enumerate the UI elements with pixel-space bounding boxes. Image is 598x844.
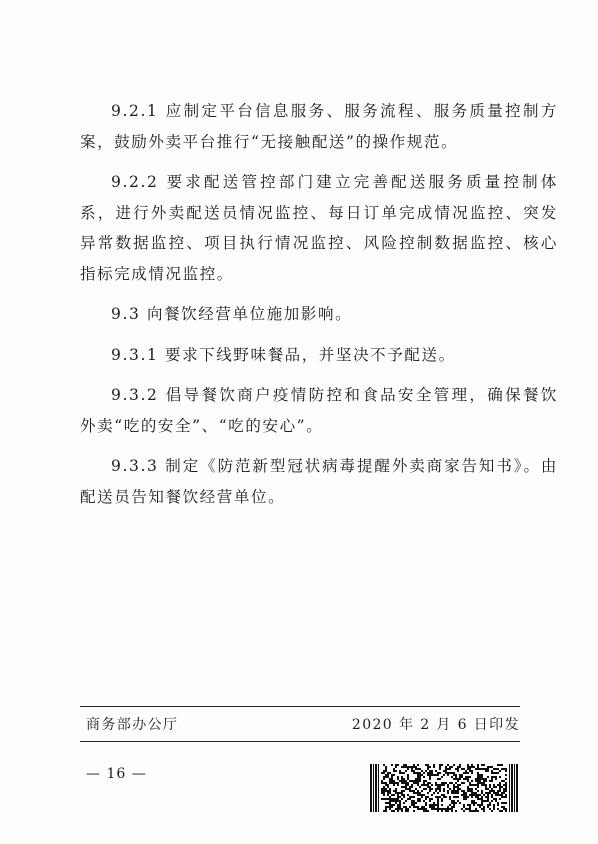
paragraph-9-2-2: 9.2.2 要求配送管控部门建立完善配送服务质量控制体系，进行外卖配送员情况监控、每日订单完成情况监控、突发异常数据监控、项目执行情况监控、风险控制数据监控、核心指标完成情况监控。 bbox=[80, 173, 558, 283]
issuer-name: 商务部办公厅 bbox=[86, 717, 179, 733]
paragraph-9-3: 9.3 向餐饮经营单位施加影响。 bbox=[111, 305, 353, 323]
barcode-image bbox=[370, 764, 518, 812]
footer-bottom-rule bbox=[80, 741, 520, 742]
paragraph-9-3-1: 9.3.1 要求下线野味餐品，并坚决不予配送。 bbox=[111, 345, 456, 364]
paragraph-9-3-3: 9.3.3 制定《防范新型冠状病毒提醒外卖商家告知书》。由配送员告知餐饮经营单位。 bbox=[80, 457, 558, 506]
paragraph-9-3-2: 9.3.2 倡导餐饮商户疫情防控和食品安全管理，确保餐饮外卖“吃的安全”、“吃的安心”。 bbox=[80, 386, 558, 435]
issue-date: 2020 年 2 月 6 日印发 bbox=[351, 717, 520, 733]
page-number: — 16 — bbox=[86, 766, 147, 782]
document-body bbox=[80, 96, 558, 522]
footer-top-rule bbox=[80, 706, 520, 707]
paragraph-9-2-1: 9.2.1 应制定平台信息服务、服务流程、服务质量控制方案，鼓励外卖平台推行“无接触配送”的操作规范。 bbox=[80, 102, 558, 151]
